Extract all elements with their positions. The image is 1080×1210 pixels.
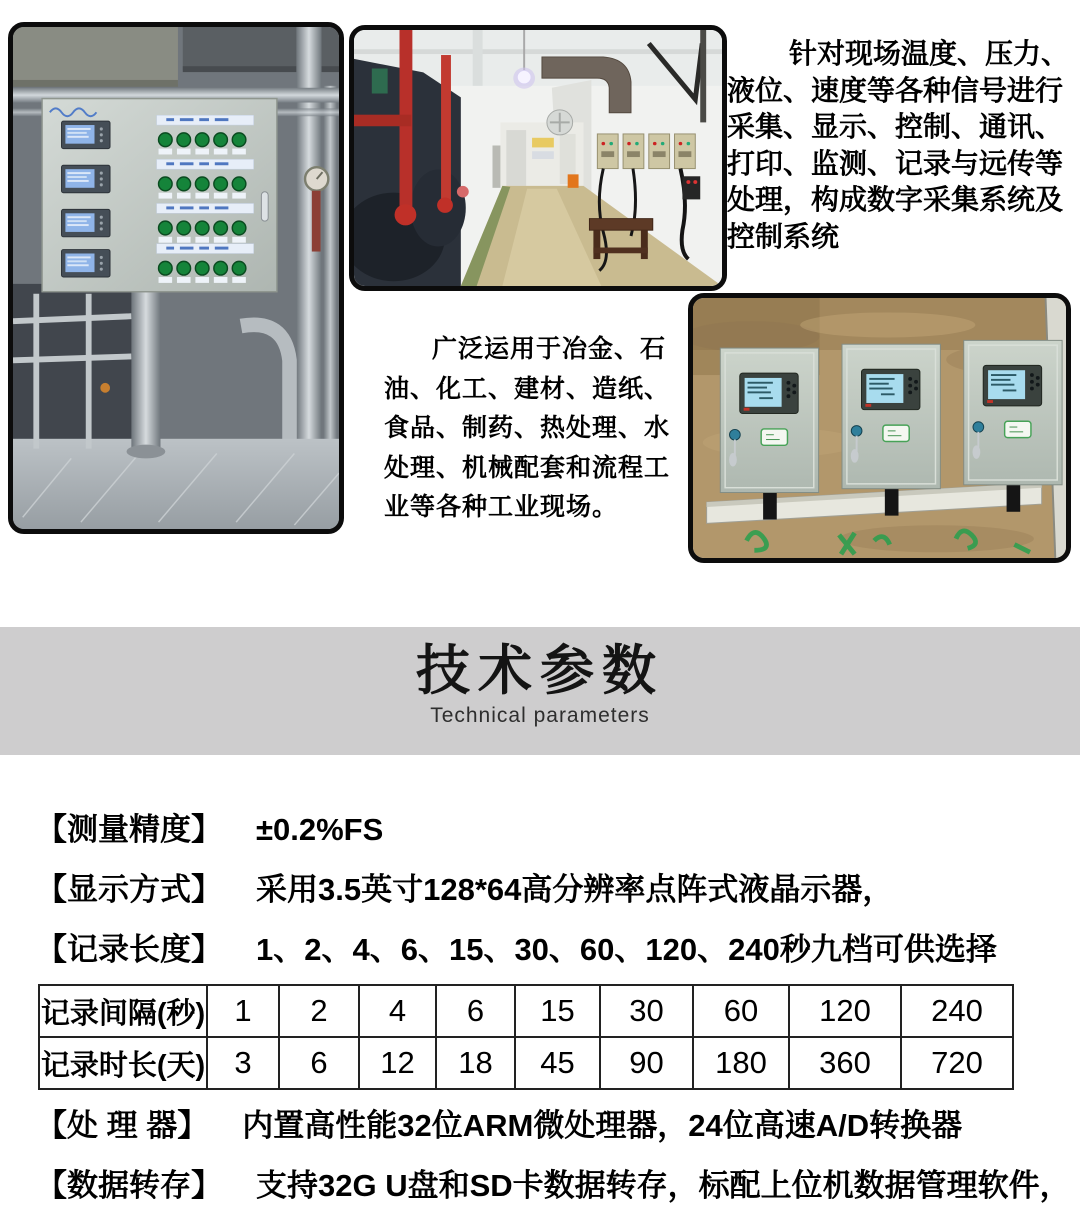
photo-plant-room-interior-illustration: [354, 30, 722, 286]
photo-stainless-control-panel: [8, 22, 344, 534]
table-cell: 240: [901, 985, 1013, 1037]
table-cell: 720: [901, 1037, 1013, 1089]
paragraph-line: 采集、显示、控制、通讯、: [727, 111, 1064, 143]
table-row-header: 记录时长(天): [39, 1037, 207, 1089]
table-cell: 6: [279, 1037, 359, 1089]
paragraph-line: 食品、制药、热处理、水: [384, 414, 671, 442]
table-cell: 2: [279, 985, 359, 1037]
spec-value: 支持32G U盘和SD卡数据转存，标配上位机数据管理软件，: [256, 1168, 1071, 1203]
intro-paragraph-signals: [727, 36, 1069, 256]
paragraph-line: 处理、机械配套和流程工: [384, 453, 671, 482]
spec-value: 内置高性能32位ARM微处理器，24位高速A/D转换器: [242, 1108, 963, 1143]
paragraph-line: 处理，构成数字采集系统及: [727, 184, 1064, 216]
paragraph-line: 业等各种工业现场。: [384, 493, 619, 521]
recorder-cabinet: [842, 344, 940, 488]
table-cell: 45: [515, 1037, 600, 1089]
record-interval-table: [38, 984, 1014, 1090]
table-cell: 4: [359, 985, 436, 1037]
table-row-header: 记录间隔(秒): [39, 985, 207, 1037]
paragraph-line: 油、化工、建材、造纸、: [384, 374, 671, 403]
table-cell: 12: [359, 1037, 436, 1089]
table-cell: 360: [789, 1037, 901, 1089]
spec-value: 1、2、4、6、15、30、60、120、240秒九档可供选择: [256, 932, 997, 967]
spec-value: 采用3.5英寸128*64高分辨率点阵式液晶示器，: [256, 872, 894, 907]
paragraph-line: 控制系统: [727, 220, 840, 252]
table-cell: 15: [515, 985, 600, 1037]
paragraph-line: 打印、监测、记录与远传等: [727, 147, 1064, 179]
spec-line-accuracy: [36, 810, 383, 850]
recorder-cabinet: [720, 348, 818, 492]
table-row-interval: [39, 985, 1013, 1037]
table-cell: 60: [693, 985, 789, 1037]
banner-title: 技术参数: [416, 641, 664, 701]
spec-line-record-length: [36, 930, 997, 970]
photo-three-recorder-cabinets-illustration: [693, 298, 1066, 558]
spec-label: 【记录长度】: [36, 932, 222, 967]
table-cell: 18: [436, 1037, 515, 1089]
recorder-cabinet: [964, 340, 1062, 484]
section-banner: [0, 627, 1080, 755]
table-cell: 90: [600, 1037, 693, 1089]
table-cell: 6: [436, 985, 515, 1037]
intro-paragraph-applications: [384, 330, 670, 528]
paragraph-line: 广泛运用于冶金、石: [432, 335, 667, 363]
spec-line-display: [36, 870, 893, 910]
paragraph-line: 针对现场温度、压力、: [789, 38, 1070, 69]
spec-line-data-transfer: [36, 1166, 1071, 1206]
photo-plant-room-interior: [349, 25, 727, 291]
spec-label: 【显示方式】: [36, 872, 222, 907]
photo-three-recorder-cabinets: [688, 293, 1071, 563]
spec-value: ±0.2%FS: [256, 812, 384, 847]
table-cell: 3: [207, 1037, 279, 1089]
table-cell: 120: [789, 985, 901, 1037]
spec-label: 【处 理 器】: [36, 1108, 209, 1143]
spec-line-processor: [36, 1106, 962, 1146]
table-cell: 180: [693, 1037, 789, 1089]
spec-label: 【测量精度】: [36, 812, 222, 847]
paragraph-line: 液位、速度等各种信号进行: [727, 74, 1064, 106]
table-cell: 30: [600, 985, 693, 1037]
photo-stainless-control-panel-illustration: [13, 27, 339, 529]
table-row-duration: [39, 1037, 1013, 1089]
table-cell: 1: [207, 985, 279, 1037]
banner-subtitle: Technical parameters: [430, 704, 650, 727]
spec-label: 【数据转存】: [36, 1168, 222, 1203]
